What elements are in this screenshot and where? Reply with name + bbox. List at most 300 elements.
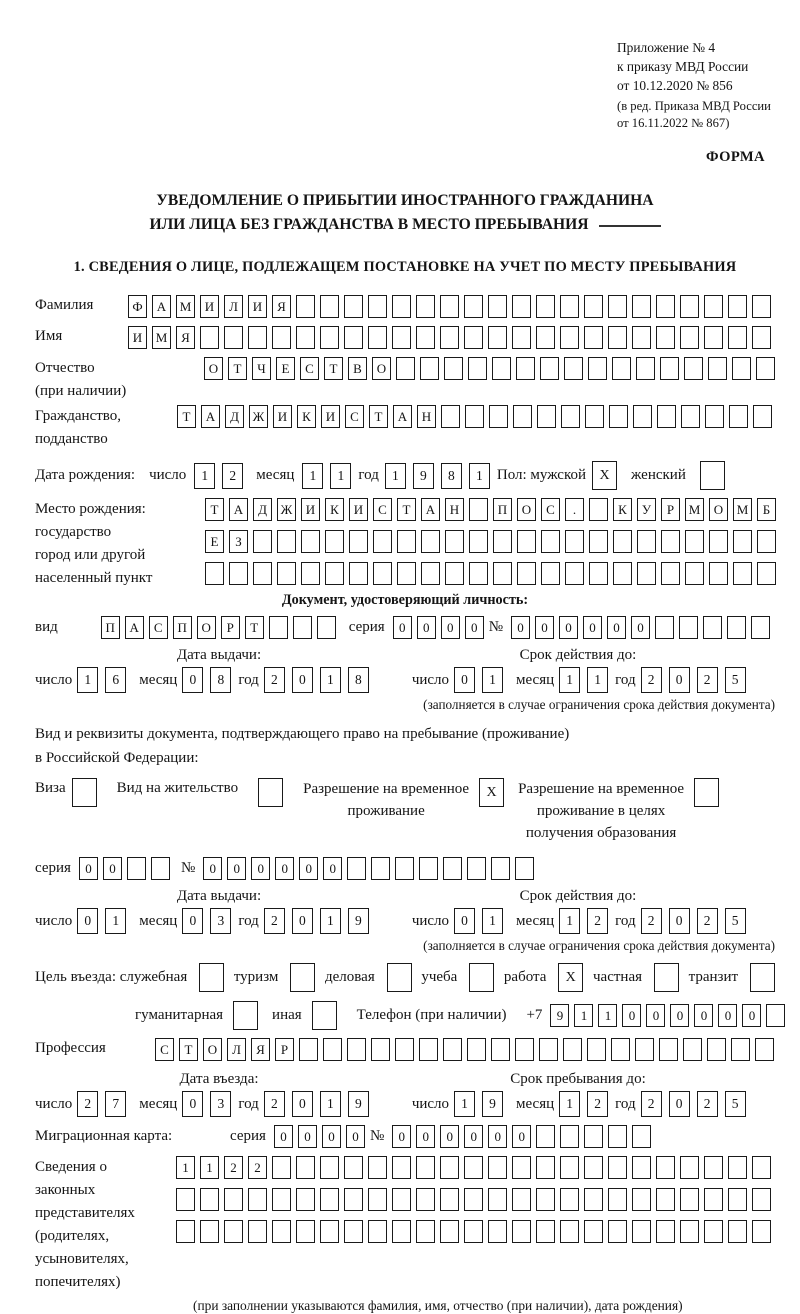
char-box[interactable]: А xyxy=(201,405,220,428)
char-box[interactable]: 0 xyxy=(440,1125,459,1148)
char-box[interactable]: Ч xyxy=(252,357,271,380)
char-box[interactable]: 0 xyxy=(670,1004,689,1027)
char-box[interactable] xyxy=(657,405,676,428)
char-box[interactable] xyxy=(392,326,411,349)
char-box[interactable]: А xyxy=(152,295,171,318)
char-box[interactable]: Т xyxy=(369,405,388,428)
char-box[interactable] xyxy=(704,1156,723,1179)
char-box[interactable]: 2 xyxy=(641,908,662,934)
char-box[interactable] xyxy=(469,498,488,521)
char-box[interactable] xyxy=(728,326,747,349)
char-box[interactable] xyxy=(200,326,219,349)
char-box[interactable]: 1 xyxy=(176,1156,195,1179)
char-box[interactable] xyxy=(368,295,387,318)
char-box[interactable]: М xyxy=(685,498,704,521)
char-box[interactable] xyxy=(127,857,146,880)
char-box[interactable] xyxy=(491,1038,510,1061)
char-box[interactable]: У xyxy=(637,498,656,521)
char-box[interactable]: 8 xyxy=(348,667,369,693)
char-box[interactable] xyxy=(512,1220,531,1243)
char-box[interactable]: 2 xyxy=(224,1156,243,1179)
char-box[interactable] xyxy=(517,562,536,585)
char-box[interactable]: П xyxy=(101,616,120,639)
char-box[interactable] xyxy=(392,1188,411,1211)
char-box[interactable] xyxy=(681,405,700,428)
char-box[interactable]: 0 xyxy=(182,908,203,934)
char-box[interactable] xyxy=(757,562,776,585)
char-box[interactable]: 1 xyxy=(320,908,341,934)
temp-edu-checkbox[interactable] xyxy=(694,778,719,807)
char-box[interactable] xyxy=(589,530,608,553)
char-box[interactable]: 2 xyxy=(641,667,662,693)
char-box[interactable] xyxy=(248,1220,267,1243)
char-box[interactable] xyxy=(371,857,390,880)
char-box[interactable] xyxy=(299,1038,318,1061)
char-box[interactable]: 1 xyxy=(598,1004,617,1027)
char-box[interactable] xyxy=(515,857,534,880)
char-box[interactable]: 2 xyxy=(697,908,718,934)
char-box[interactable]: 1 xyxy=(469,463,490,489)
char-box[interactable]: 0 xyxy=(622,1004,641,1027)
char-box[interactable] xyxy=(637,530,656,553)
char-box[interactable] xyxy=(661,530,680,553)
char-box[interactable] xyxy=(728,295,747,318)
char-box[interactable]: С xyxy=(149,616,168,639)
char-box[interactable] xyxy=(513,405,532,428)
char-box[interactable]: 0 xyxy=(298,1125,317,1148)
purpose-work-checkbox[interactable]: X xyxy=(558,963,583,992)
char-box[interactable]: 1 xyxy=(587,667,608,693)
char-box[interactable] xyxy=(536,1188,555,1211)
char-box[interactable] xyxy=(253,562,272,585)
char-box[interactable] xyxy=(349,530,368,553)
char-box[interactable]: П xyxy=(173,616,192,639)
char-box[interactable]: Р xyxy=(221,616,240,639)
char-box[interactable] xyxy=(397,530,416,553)
char-box[interactable]: 1 xyxy=(482,667,503,693)
char-box[interactable] xyxy=(464,1188,483,1211)
char-box[interactable] xyxy=(320,295,339,318)
char-box[interactable] xyxy=(325,562,344,585)
char-box[interactable] xyxy=(609,405,628,428)
char-box[interactable]: 0 xyxy=(535,616,554,639)
char-box[interactable]: 0 xyxy=(292,1091,313,1117)
residence-permit-checkbox[interactable] xyxy=(258,778,283,807)
char-box[interactable] xyxy=(536,295,555,318)
char-box[interactable] xyxy=(176,1220,195,1243)
char-box[interactable]: М xyxy=(152,326,171,349)
char-box[interactable]: 1 xyxy=(320,667,341,693)
char-box[interactable]: 0 xyxy=(182,667,203,693)
char-box[interactable]: 0 xyxy=(559,616,578,639)
visa-checkbox[interactable] xyxy=(72,778,97,807)
char-box[interactable] xyxy=(728,1156,747,1179)
char-box[interactable] xyxy=(515,1038,534,1061)
char-box[interactable] xyxy=(656,1188,675,1211)
char-box[interactable] xyxy=(467,1038,486,1061)
char-box[interactable] xyxy=(536,326,555,349)
char-box[interactable] xyxy=(611,1038,630,1061)
char-box[interactable] xyxy=(516,357,535,380)
char-box[interactable]: Ф xyxy=(128,295,147,318)
char-box[interactable]: О xyxy=(197,616,216,639)
char-box[interactable] xyxy=(656,295,675,318)
char-box[interactable]: 0 xyxy=(322,1125,341,1148)
char-box[interactable] xyxy=(344,295,363,318)
char-box[interactable]: 2 xyxy=(697,1091,718,1117)
char-box[interactable]: О xyxy=(709,498,728,521)
char-box[interactable]: 0 xyxy=(346,1125,365,1148)
char-box[interactable] xyxy=(727,616,746,639)
char-box[interactable] xyxy=(564,357,583,380)
char-box[interactable] xyxy=(728,1220,747,1243)
char-box[interactable] xyxy=(704,326,723,349)
char-box[interactable] xyxy=(733,562,752,585)
char-box[interactable] xyxy=(705,405,724,428)
char-box[interactable]: И xyxy=(349,498,368,521)
char-box[interactable] xyxy=(584,1220,603,1243)
char-box[interactable] xyxy=(565,562,584,585)
char-box[interactable]: 1 xyxy=(105,908,126,934)
char-box[interactable]: 0 xyxy=(251,857,270,880)
char-box[interactable] xyxy=(296,326,315,349)
char-box[interactable] xyxy=(368,1156,387,1179)
char-box[interactable]: 0 xyxy=(292,667,313,693)
char-box[interactable] xyxy=(368,1188,387,1211)
char-box[interactable]: 0 xyxy=(646,1004,665,1027)
char-box[interactable] xyxy=(707,1038,726,1061)
char-box[interactable] xyxy=(277,562,296,585)
char-box[interactable] xyxy=(752,326,771,349)
char-box[interactable] xyxy=(560,1220,579,1243)
char-box[interactable] xyxy=(344,1188,363,1211)
char-box[interactable] xyxy=(659,1038,678,1061)
char-box[interactable] xyxy=(633,405,652,428)
char-box[interactable] xyxy=(464,326,483,349)
char-box[interactable]: С xyxy=(541,498,560,521)
char-box[interactable] xyxy=(440,326,459,349)
char-box[interactable] xyxy=(704,1220,723,1243)
char-box[interactable] xyxy=(445,530,464,553)
char-box[interactable]: Т xyxy=(324,357,343,380)
char-box[interactable]: С xyxy=(373,498,392,521)
char-box[interactable]: 2 xyxy=(587,1091,608,1117)
sex-female-checkbox[interactable] xyxy=(700,461,725,490)
char-box[interactable] xyxy=(752,1188,771,1211)
char-box[interactable] xyxy=(512,326,531,349)
char-box[interactable] xyxy=(752,295,771,318)
char-box[interactable] xyxy=(421,530,440,553)
char-box[interactable] xyxy=(296,1156,315,1179)
char-box[interactable]: 8 xyxy=(441,463,462,489)
char-box[interactable]: 0 xyxy=(488,1125,507,1148)
char-box[interactable] xyxy=(608,1188,627,1211)
char-box[interactable] xyxy=(392,295,411,318)
char-box[interactable]: Я xyxy=(272,295,291,318)
char-box[interactable] xyxy=(680,1220,699,1243)
char-box[interactable] xyxy=(489,405,508,428)
char-box[interactable] xyxy=(708,357,727,380)
char-box[interactable]: 0 xyxy=(583,616,602,639)
char-box[interactable]: 1 xyxy=(194,463,215,489)
char-box[interactable] xyxy=(541,562,560,585)
char-box[interactable] xyxy=(224,1220,243,1243)
char-box[interactable] xyxy=(729,405,748,428)
char-box[interactable]: Е xyxy=(276,357,295,380)
purpose-private-checkbox[interactable] xyxy=(654,963,679,992)
char-box[interactable] xyxy=(613,530,632,553)
char-box[interactable]: 0 xyxy=(464,1125,483,1148)
char-box[interactable]: 0 xyxy=(182,1091,203,1117)
char-box[interactable] xyxy=(320,326,339,349)
purpose-transit-checkbox[interactable] xyxy=(750,963,775,992)
char-box[interactable] xyxy=(612,357,631,380)
char-box[interactable] xyxy=(728,1188,747,1211)
char-box[interactable] xyxy=(395,857,414,880)
char-box[interactable] xyxy=(229,562,248,585)
purpose-tourism-checkbox[interactable] xyxy=(290,963,315,992)
char-box[interactable] xyxy=(703,616,722,639)
char-box[interactable] xyxy=(755,1038,774,1061)
char-box[interactable] xyxy=(464,1220,483,1243)
char-box[interactable]: Н xyxy=(445,498,464,521)
char-box[interactable]: 5 xyxy=(725,1091,746,1117)
char-box[interactable]: 2 xyxy=(264,1091,285,1117)
char-box[interactable]: 0 xyxy=(512,1125,531,1148)
char-box[interactable] xyxy=(704,1188,723,1211)
char-box[interactable] xyxy=(416,295,435,318)
char-box[interactable] xyxy=(680,326,699,349)
char-box[interactable] xyxy=(517,530,536,553)
char-box[interactable] xyxy=(685,562,704,585)
char-box[interactable] xyxy=(301,562,320,585)
char-box[interactable] xyxy=(632,326,651,349)
char-box[interactable] xyxy=(608,295,627,318)
char-box[interactable] xyxy=(563,1038,582,1061)
char-box[interactable] xyxy=(347,857,366,880)
char-box[interactable]: 0 xyxy=(718,1004,737,1027)
char-box[interactable]: 2 xyxy=(587,908,608,934)
char-box[interactable]: 0 xyxy=(669,908,690,934)
char-box[interactable]: 0 xyxy=(323,857,342,880)
char-box[interactable] xyxy=(756,357,775,380)
char-box[interactable]: 0 xyxy=(274,1125,293,1148)
char-box[interactable]: Р xyxy=(661,498,680,521)
char-box[interactable] xyxy=(317,616,336,639)
char-box[interactable] xyxy=(320,1156,339,1179)
char-box[interactable]: С xyxy=(155,1038,174,1061)
char-box[interactable] xyxy=(560,1125,579,1148)
char-box[interactable]: 0 xyxy=(454,908,475,934)
char-box[interactable]: Б xyxy=(757,498,776,521)
char-box[interactable] xyxy=(589,562,608,585)
char-box[interactable] xyxy=(584,1156,603,1179)
char-box[interactable]: 1 xyxy=(454,1091,475,1117)
purpose-business-checkbox[interactable] xyxy=(387,963,412,992)
char-box[interactable] xyxy=(444,357,463,380)
char-box[interactable] xyxy=(371,1038,390,1061)
char-box[interactable]: 1 xyxy=(559,1091,580,1117)
char-box[interactable] xyxy=(753,405,772,428)
char-box[interactable] xyxy=(440,1220,459,1243)
char-box[interactable] xyxy=(680,295,699,318)
char-box[interactable] xyxy=(320,1220,339,1243)
char-box[interactable] xyxy=(416,1156,435,1179)
char-box[interactable]: З xyxy=(229,530,248,553)
char-box[interactable] xyxy=(680,1188,699,1211)
char-box[interactable]: Л xyxy=(224,295,243,318)
char-box[interactable] xyxy=(419,857,438,880)
char-box[interactable]: 0 xyxy=(511,616,530,639)
char-box[interactable]: 5 xyxy=(725,908,746,934)
char-box[interactable] xyxy=(608,1125,627,1148)
char-box[interactable]: В xyxy=(348,357,367,380)
char-box[interactable] xyxy=(565,530,584,553)
char-box[interactable] xyxy=(656,1220,675,1243)
char-box[interactable] xyxy=(683,1038,702,1061)
char-box[interactable] xyxy=(608,1156,627,1179)
char-box[interactable]: Ж xyxy=(249,405,268,428)
char-box[interactable] xyxy=(248,326,267,349)
char-box[interactable] xyxy=(584,295,603,318)
char-box[interactable]: Т xyxy=(228,357,247,380)
char-box[interactable]: Я xyxy=(176,326,195,349)
char-box[interactable] xyxy=(685,530,704,553)
char-box[interactable]: П xyxy=(493,498,512,521)
char-box[interactable]: 0 xyxy=(742,1004,761,1027)
char-box[interactable] xyxy=(560,326,579,349)
char-box[interactable]: Л xyxy=(227,1038,246,1061)
char-box[interactable] xyxy=(656,1156,675,1179)
char-box[interactable] xyxy=(464,1156,483,1179)
char-box[interactable]: 1 xyxy=(559,667,580,693)
char-box[interactable] xyxy=(441,405,460,428)
char-box[interactable] xyxy=(587,1038,606,1061)
char-box[interactable] xyxy=(272,1188,291,1211)
char-box[interactable] xyxy=(176,1188,195,1211)
char-box[interactable] xyxy=(608,1220,627,1243)
char-box[interactable]: 0 xyxy=(669,1091,690,1117)
char-box[interactable]: 6 xyxy=(105,667,126,693)
purpose-other-checkbox[interactable] xyxy=(312,1001,337,1030)
char-box[interactable]: 0 xyxy=(227,857,246,880)
char-box[interactable]: 0 xyxy=(694,1004,713,1027)
char-box[interactable]: 1 xyxy=(200,1156,219,1179)
char-box[interactable]: 0 xyxy=(416,1125,435,1148)
char-box[interactable] xyxy=(560,295,579,318)
char-box[interactable]: 9 xyxy=(413,463,434,489)
char-box[interactable]: С xyxy=(300,357,319,380)
char-box[interactable] xyxy=(269,616,288,639)
char-box[interactable] xyxy=(301,530,320,553)
char-box[interactable] xyxy=(440,295,459,318)
char-box[interactable]: 3 xyxy=(210,908,231,934)
char-box[interactable] xyxy=(396,357,415,380)
purpose-study-checkbox[interactable] xyxy=(469,963,494,992)
char-box[interactable]: И xyxy=(128,326,147,349)
char-box[interactable] xyxy=(512,295,531,318)
char-box[interactable] xyxy=(440,1188,459,1211)
char-box[interactable]: 1 xyxy=(559,908,580,934)
char-box[interactable] xyxy=(467,857,486,880)
char-box[interactable] xyxy=(272,1220,291,1243)
char-box[interactable] xyxy=(709,530,728,553)
char-box[interactable] xyxy=(536,1125,555,1148)
char-box[interactable]: 1 xyxy=(330,463,351,489)
char-box[interactable]: Т xyxy=(177,405,196,428)
char-box[interactable] xyxy=(272,326,291,349)
char-box[interactable]: Ж xyxy=(277,498,296,521)
char-box[interactable] xyxy=(373,562,392,585)
char-box[interactable]: 3 xyxy=(210,1091,231,1117)
char-box[interactable]: О xyxy=(203,1038,222,1061)
char-box[interactable] xyxy=(253,530,272,553)
char-box[interactable] xyxy=(584,1125,603,1148)
char-box[interactable] xyxy=(493,530,512,553)
char-box[interactable] xyxy=(731,1038,750,1061)
char-box[interactable]: 2 xyxy=(697,667,718,693)
char-box[interactable]: 9 xyxy=(348,1091,369,1117)
char-box[interactable]: И xyxy=(321,405,340,428)
char-box[interactable]: 2 xyxy=(222,463,243,489)
char-box[interactable] xyxy=(561,405,580,428)
char-box[interactable] xyxy=(277,530,296,553)
char-box[interactable]: 0 xyxy=(454,667,475,693)
char-box[interactable]: О xyxy=(372,357,391,380)
char-box[interactable] xyxy=(469,530,488,553)
char-box[interactable] xyxy=(537,405,556,428)
char-box[interactable]: О xyxy=(517,498,536,521)
char-box[interactable]: 0 xyxy=(203,857,222,880)
char-box[interactable]: М xyxy=(733,498,752,521)
char-box[interactable] xyxy=(632,1188,651,1211)
char-box[interactable] xyxy=(613,562,632,585)
char-box[interactable] xyxy=(368,326,387,349)
char-box[interactable] xyxy=(469,562,488,585)
char-box[interactable]: 0 xyxy=(669,667,690,693)
char-box[interactable] xyxy=(536,1156,555,1179)
char-box[interactable]: Т xyxy=(245,616,264,639)
char-box[interactable] xyxy=(488,1156,507,1179)
char-box[interactable] xyxy=(632,295,651,318)
char-box[interactable] xyxy=(660,357,679,380)
char-box[interactable] xyxy=(296,1188,315,1211)
char-box[interactable]: 0 xyxy=(103,857,122,880)
char-box[interactable]: 0 xyxy=(465,616,484,639)
char-box[interactable] xyxy=(684,357,703,380)
char-box[interactable]: 2 xyxy=(264,667,285,693)
char-box[interactable]: 2 xyxy=(641,1091,662,1117)
char-box[interactable] xyxy=(347,1038,366,1061)
char-box[interactable] xyxy=(512,1188,531,1211)
char-box[interactable]: 5 xyxy=(725,667,746,693)
char-box[interactable]: И xyxy=(273,405,292,428)
char-box[interactable] xyxy=(656,326,675,349)
char-box[interactable] xyxy=(205,562,224,585)
char-box[interactable] xyxy=(416,1188,435,1211)
char-box[interactable] xyxy=(151,857,170,880)
char-box[interactable] xyxy=(443,857,462,880)
char-box[interactable] xyxy=(320,1188,339,1211)
char-box[interactable] xyxy=(349,562,368,585)
char-box[interactable]: 0 xyxy=(77,908,98,934)
char-box[interactable]: А xyxy=(229,498,248,521)
char-box[interactable] xyxy=(655,616,674,639)
char-box[interactable]: О xyxy=(204,357,223,380)
char-box[interactable]: А xyxy=(393,405,412,428)
char-box[interactable]: 1 xyxy=(302,463,323,489)
char-box[interactable]: 1 xyxy=(385,463,406,489)
